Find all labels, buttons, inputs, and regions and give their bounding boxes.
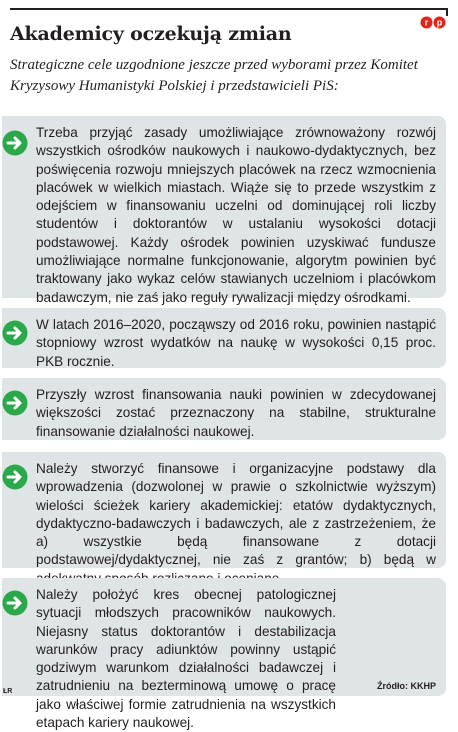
goal-text-4: Należy stworzyć finansowe i organizacyjne podstawy dla wprowadzenia (dozwolonej w prawie o szkolnictwie wyższym) wielości ścieżek kariery akademickiej: etatów dydaktycznych, dydaktyczno-badawczych i badawczych, ale z zastrzeżeniem, że a) wszystkie będą finansowane z dotacji podstawowej/dydaktycznej, nie zaś z grantów; b) będą w [36, 461, 436, 568]
goal-card-1 [2, 116, 446, 305]
goal-card-3 [2, 378, 446, 440]
headline: Akademicy oczekują zmian [10, 23, 292, 45]
goal-text-1: Trzeba przyjąć zasady umożliwiające zrównoważony rozwój wszystkich ośrodków naukowych i naukowo-dydaktycznych, bez poświęcenia rozwoju mniejszych placówek na rzecz wzmocnienia placówek w wielkich miastach. Wiąże się to przede wszystkim z odejściem w finansowaniu uczelni od dominującej roli liczby studentów i doktorantów w ustalaniu wysokości dotacji podstawowej. Każdy ośrodek powinien uzyskiwać fundusze umożliwiające normalne funkcjonowanie, algorytm powinien być traktowany jako wykaz celów stawianych uczelniom i placówkom badawczym, nie zaś jako reguły rywalizacji między ośrodkami. [36, 125, 436, 305]
goal-text-5: Należy położyć kres obecnej patologicznej sytuacji młodszych pracowników naukowych. Niejasny status doktorantów i destabilizacja warunków pracy adiunktów powinny ustąpić godziwym warunkom działalności badawczej i zatrudnieniu na bezterminową umowę o pracę jako właściwej formie zatrudnienia na wszystkich etapach kariery naukowej. [36, 587, 336, 731]
arrow-right-circle-icon [2, 320, 28, 346]
arrow-right-circle-icon [2, 390, 28, 416]
goal-text-2: W latach 2016–2020, począwszy od 2016 roku, powinien nastąpić stopniowy wzrost wydatków na naukę w wysokości 0,15 proc. PKB rocznie. [36, 317, 436, 369]
arrow-right-circle-icon [2, 464, 28, 490]
goal-card-2 [2, 308, 446, 368]
logo-letter-r: r [424, 17, 429, 28]
author-tag: ŁR [3, 688, 13, 695]
goal-text-3: Przyszły wzrost finansowania nauki powinien w zdecydowanej większości zostać przeznaczony na stabilne, strukturalne finansowanie działalności naukowej. [36, 387, 436, 439]
goal-card-4 [2, 452, 446, 568]
source-note: Źródło: KKHP [377, 681, 436, 691]
subtitle: Strategiczne cele uzgodnione jeszcze przed wyborami przez Komitet Kryzysowy Humanistyki Polskiej i przedstawicieli PiS: [10, 57, 418, 94]
goal-card-5 [2, 578, 446, 731]
arrow-right-circle-icon [2, 590, 28, 616]
logo-letter-p: p [436, 17, 443, 28]
arrow-right-circle-icon [2, 130, 28, 156]
